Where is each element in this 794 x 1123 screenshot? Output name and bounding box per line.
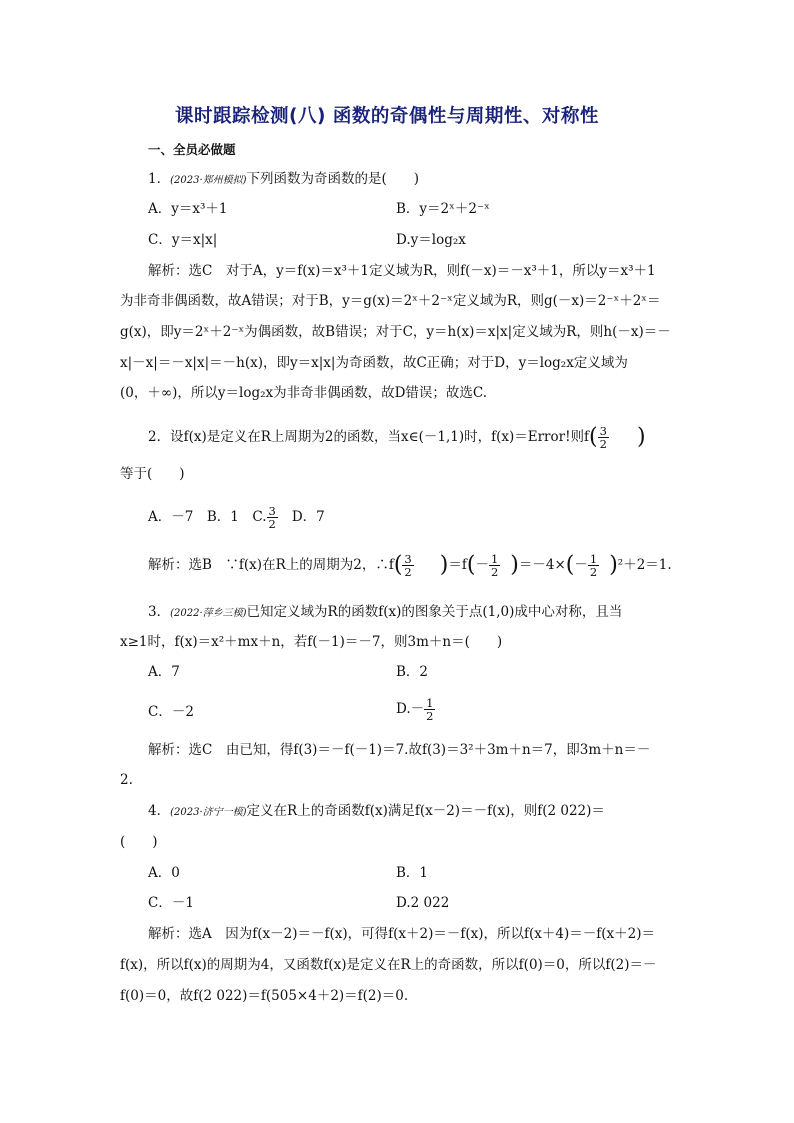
fraction xyxy=(489,553,500,578)
solution-text: 解析：选B ∵f(x)在R上的周期为2，∴f xyxy=(148,557,394,573)
question-2-continuation: 等于( ) xyxy=(120,466,185,482)
fraction-numerator: 3 xyxy=(404,552,412,566)
right-paren: ) xyxy=(439,552,449,578)
q4-option-b: B．1 xyxy=(396,865,429,881)
minus-sign: － xyxy=(574,557,588,573)
minus-sign: － xyxy=(475,557,489,573)
question-2-stem xyxy=(148,425,646,450)
q4-option-a: A．0 xyxy=(148,865,180,881)
solution-text: ＝f xyxy=(448,557,467,573)
q1-solution-line: x|－x|＝－x|x|＝－h(x)，即y＝x|x|为奇函数，故C正确；对于D，y＝log₂x定义域为 xyxy=(120,355,628,371)
question-number: 1． xyxy=(148,171,171,187)
q2-solution xyxy=(148,553,672,578)
fraction-numerator: 3 xyxy=(599,424,607,438)
question-text: 下列函数为奇函数的是( ) xyxy=(246,171,420,187)
fraction-numerator: 1 xyxy=(589,552,598,566)
fraction xyxy=(267,505,278,530)
section-heading: 一、全员必做题 xyxy=(148,142,236,157)
q1-option-b: B．y＝2ˣ＋2⁻ˣ xyxy=(396,201,490,217)
q4-option-c: C．－1 xyxy=(148,895,194,911)
fraction-denominator: 2 xyxy=(589,565,598,579)
q4-solution-line: f(x)，所以f(x)的周期为4，又函数f(x)是定义在R上的奇函数，所以f(0)＝0，所以f(2)＝－ xyxy=(120,957,657,973)
question-text: 定义在R上的奇函数f(x)满足f(x－2)＝－f(x)，则f(2 022)＝ xyxy=(246,803,605,819)
left-paren: ( xyxy=(466,552,476,578)
question-3-stem xyxy=(148,603,622,623)
fraction xyxy=(424,697,435,722)
question-3-continuation: x≥1时，f(x)＝x²＋mx＋n，若f(－1)＝－7，则3m＋n＝( ) xyxy=(120,634,503,650)
solution-text: ＝－4× xyxy=(518,557,566,573)
q4-option-d: D.2 022 xyxy=(396,895,450,911)
question-text: 已知定义域为R的函数f(x)的图象关于点(1,0)成中心对称，且当 xyxy=(246,604,623,620)
question-source: (2023·济宁一模) xyxy=(170,807,247,818)
q3-option-d xyxy=(396,697,435,722)
fraction-denominator: 2 xyxy=(404,565,412,579)
option-label: D.－ xyxy=(396,701,425,717)
fraction-numerator: 1 xyxy=(490,552,499,566)
q4-solution-line: 解析：选A 因为f(x－2)＝－f(x)，可得f(x＋2)＝－f(x)，所以f(x＋4)＝－f(x＋2)＝ xyxy=(148,926,655,942)
q1-option-c: C．y＝x|x| xyxy=(148,232,218,248)
q3-solution-line: 解析：选C 由已知，得f(3)＝－f(－1)＝7.故f(3)＝3²＋3m＋n＝7，即3m＋n＝－ xyxy=(148,742,651,758)
question-source: (2023·郑州模拟) xyxy=(170,175,247,186)
question-4-continuation: ( ) xyxy=(120,834,158,850)
right-paren: ) xyxy=(510,552,519,578)
question-4-stem xyxy=(148,802,605,822)
fraction-denominator: 2 xyxy=(599,437,607,451)
q2-options xyxy=(148,505,325,530)
fraction xyxy=(598,425,609,450)
q2-option-d: D．7 xyxy=(291,509,325,525)
q2-options-text: A．－7 B．1 C. xyxy=(148,509,267,525)
fraction-denominator: 2 xyxy=(490,565,499,579)
solution-text: ²＋2＝1. xyxy=(617,557,672,573)
q3-option-a: A．7 xyxy=(148,664,180,680)
q1-solution-line: g(x)，即y＝2ˣ＋2⁻ˣ为偶函数，故B错误；对于C，y＝h(x)＝x|x|定义域为R，则h(－x)＝－ xyxy=(120,324,671,340)
q1-solution-line: (0，＋∞)，所以y＝log₂x为非奇非偶函数，故D错误；故选C. xyxy=(120,385,488,401)
right-paren: ) xyxy=(609,552,618,578)
question-number: 4． xyxy=(148,803,171,819)
fraction xyxy=(588,553,599,578)
left-paren: ( xyxy=(393,552,403,578)
right-paren: ) xyxy=(636,424,646,450)
q3-option-c: C．－2 xyxy=(148,704,194,720)
left-paren: ( xyxy=(589,424,598,450)
q1-solution-line: 为非奇非偶函数，故A错误；对于B，y＝g(x)＝2ˣ＋2⁻ˣ定义域为R，则g(－x)＝2⁻ˣ＋2ˣ＝ xyxy=(120,293,661,309)
fraction-numerator: 1 xyxy=(426,696,434,710)
left-paren: ( xyxy=(565,552,575,578)
fraction-numerator: 3 xyxy=(268,504,276,518)
question-number: 3． xyxy=(148,604,171,620)
question-1-stem xyxy=(148,170,419,190)
q1-option-d: D.y＝log₂x xyxy=(396,232,466,248)
q4-solution-line: f(0)＝0，故f(2 022)＝f(505×4＋2)＝f(2)＝0. xyxy=(120,988,409,1004)
fraction-denominator: 2 xyxy=(268,517,276,531)
q3-option-b: B．2 xyxy=(396,664,429,680)
q1-option-a: A．y＝x³＋1 xyxy=(148,201,228,217)
fraction-denominator: 2 xyxy=(426,709,434,723)
q3-solution-line: 2. xyxy=(120,772,133,788)
question-source: (2022·萍乡三模) xyxy=(170,608,247,619)
q1-solution-line: 解析：选C 对于A，y＝f(x)＝x³＋1定义域为R，则f(－x)＝－x³＋1，所以y＝x³＋1 xyxy=(148,263,656,279)
page-title: 课时跟踪检测(八) 函数的奇偶性与周期性、对称性 xyxy=(175,106,599,127)
question-text: 2．设f(x)是定义在R上周期为2的函数，当x∈(－1,1)时，f(x)＝Error!则f xyxy=(148,429,590,445)
fraction xyxy=(402,553,413,578)
